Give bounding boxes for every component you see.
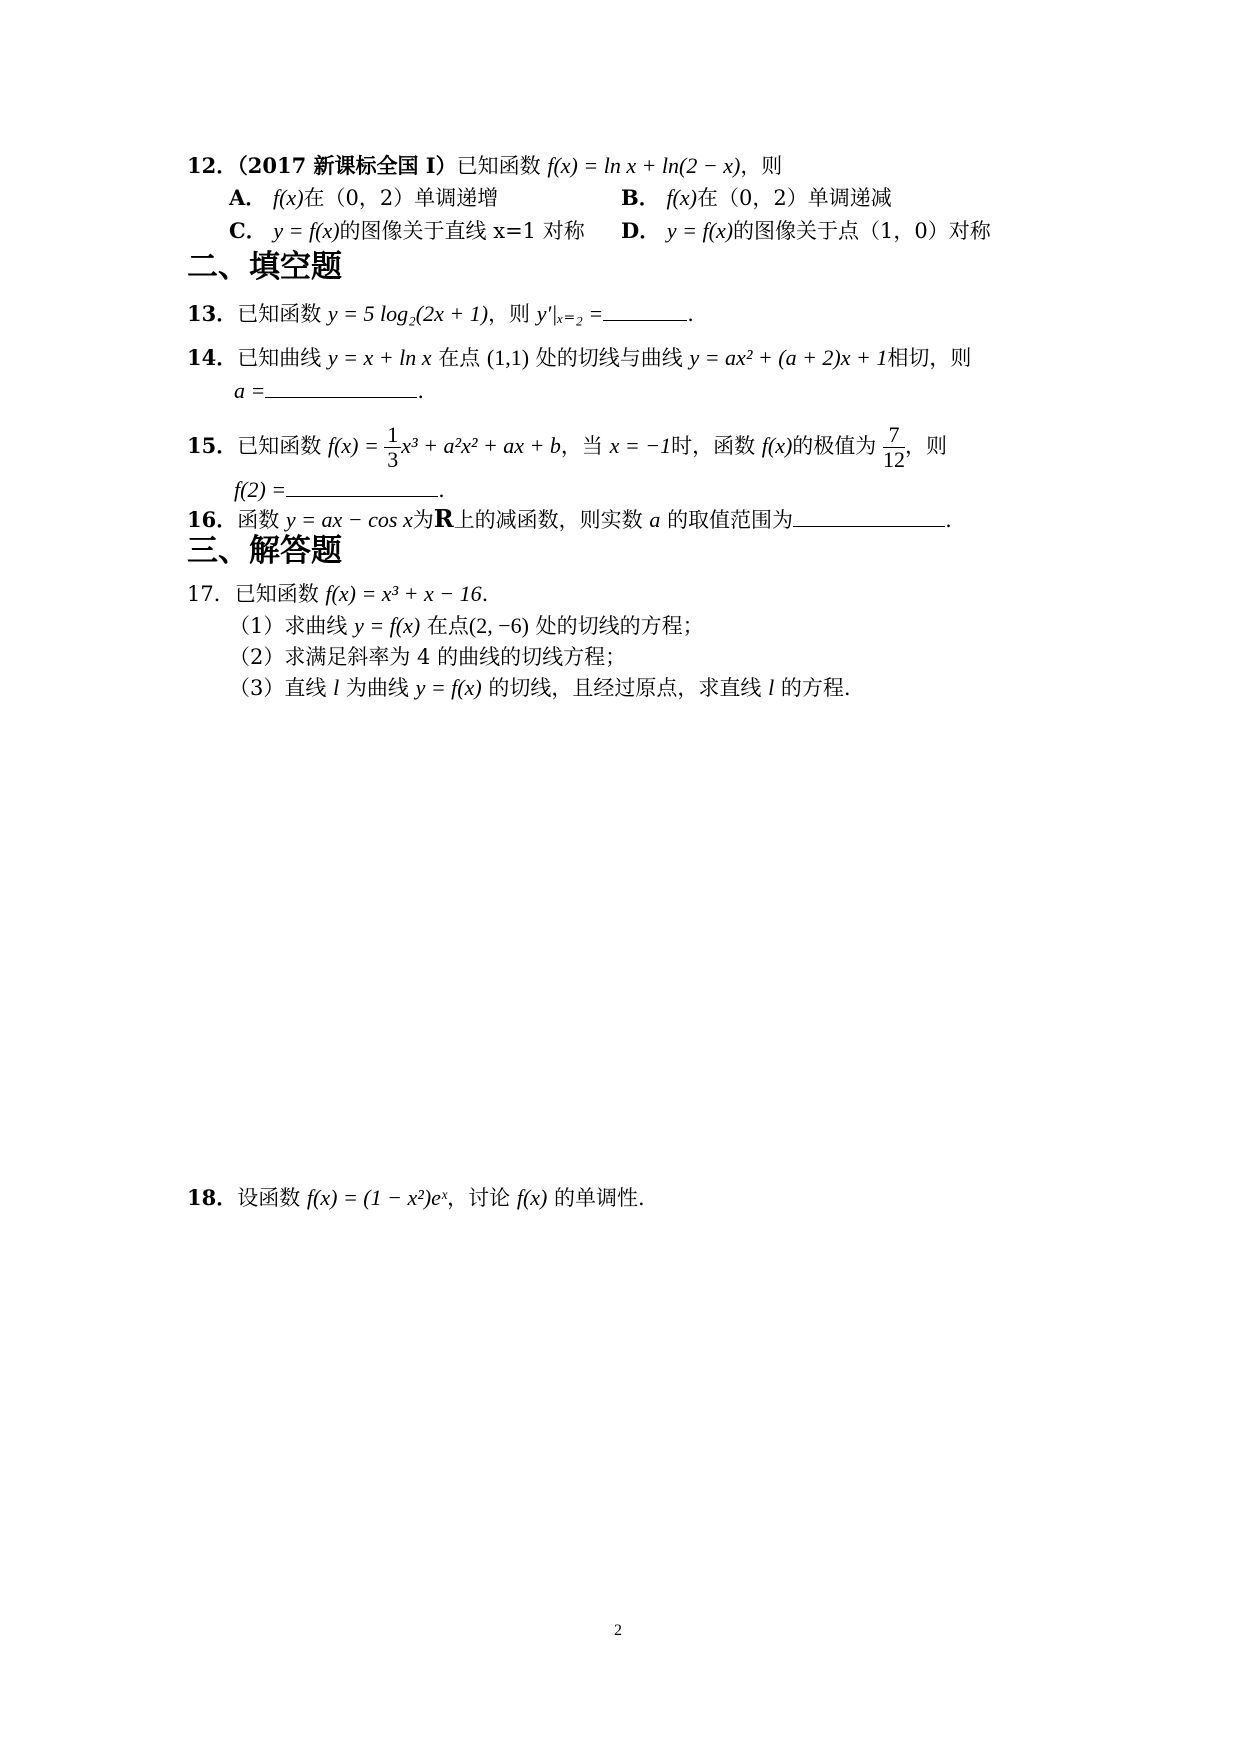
q12-option-d	[621, 217, 991, 245]
q16-variable: a	[649, 507, 661, 532]
option-b-expr: f(x)	[666, 185, 697, 210]
q15-fraction-one-third	[384, 423, 401, 472]
q16-text-3: 上的减函数，则实数	[453, 508, 643, 532]
question-13	[187, 298, 694, 328]
q13-text-2: ，则	[488, 302, 531, 326]
q15-expression: x³ + a²x² + ax + b	[401, 433, 561, 458]
section-fill-in-heading: 二、填空题	[187, 249, 342, 285]
q14-answer-var: a =	[234, 378, 266, 403]
q14-number: 14．	[187, 345, 238, 370]
q17-p1-text-2: 在点	[426, 614, 469, 638]
q14-text: 已知曲线	[237, 346, 322, 370]
q14-curve-1: y = x + ln x	[327, 345, 432, 370]
q14-end: .	[417, 379, 425, 403]
q17-p3-text: （3）直线	[229, 676, 327, 700]
q16-text-4: 的取值范围为	[667, 508, 794, 532]
q12-source: （2017 新课标全国 I）	[237, 153, 457, 178]
q13-expression: y = 5 log₂(2x + 1)	[327, 301, 489, 326]
question-14	[187, 344, 971, 372]
q16-answer-blank[interactable]	[793, 504, 945, 527]
q17-p1-text: （1）求曲线	[229, 614, 348, 638]
q15-text-3: 时，函数	[671, 434, 756, 458]
question-17	[187, 580, 488, 608]
option-a-label: A．	[229, 185, 267, 210]
q17-p3-line-l: l	[333, 675, 340, 700]
q12-option-a	[229, 184, 498, 212]
q13-derivative: y′|ₓ₌₂ =	[536, 301, 604, 326]
q15-frac-den: 3	[387, 447, 399, 472]
q15-text-2: ，当	[560, 434, 603, 458]
q13-number: 13．	[187, 301, 238, 326]
q14-answer-blank[interactable]	[265, 375, 417, 398]
q12-number: 12．	[187, 153, 238, 178]
q15-text: 已知函数	[237, 434, 322, 458]
option-b-text: 在（0，2）单调递减	[696, 186, 892, 210]
q15-text-4: 的极值为	[792, 434, 877, 458]
q17-part-3	[229, 674, 851, 702]
q15-end: .	[438, 478, 445, 502]
q15-number: 15．	[187, 433, 238, 458]
q14-answer-line	[234, 375, 424, 405]
section-answer-heading: 三、解答题	[187, 533, 342, 569]
option-a-text: 在（0，2）单调递增	[303, 186, 499, 210]
q14-text-3: 处的切线与曲线	[535, 346, 683, 370]
q12-stem: 已知函数	[456, 154, 541, 178]
question-16	[187, 504, 952, 534]
q18-text-2: ，讨论	[447, 1186, 511, 1210]
q13-answer-blank[interactable]	[603, 298, 687, 321]
q15-fx: f(x)	[761, 433, 793, 458]
q18-text: 设函数	[237, 1186, 301, 1210]
q15-function-name: f(x) =	[327, 433, 385, 458]
q18-expression: f(x) = (1 − x²)eˣ	[306, 1185, 448, 1210]
q16-end: .	[945, 508, 952, 532]
option-a-expr: f(x)	[272, 185, 304, 210]
page-number: 2	[614, 1622, 622, 1639]
q17-part-2: （2）求满足斜率为 4 的曲线的切线方程；	[229, 645, 627, 669]
q12-expression: f(x) = ln x + ln(2 − x)	[547, 153, 741, 178]
option-d-label: D．	[621, 218, 661, 243]
option-b-label: B．	[621, 185, 660, 210]
q14-curve-2: y = ax² + (a + 2)x + 1	[689, 345, 888, 370]
q15-condition: x = −1	[609, 433, 672, 458]
q15-answer-line	[234, 474, 445, 504]
q12-option-c	[229, 217, 585, 245]
q17-expression: f(x) = x³ + x − 16	[325, 581, 482, 606]
q17-p1-expr: y = f(x)	[354, 613, 421, 638]
option-c-expr: y = f(x)	[273, 218, 340, 243]
q16-number: 16．	[187, 507, 238, 532]
q18-text-3: 的单调性.	[554, 1186, 645, 1210]
q17-p3-expr: y = f(x)	[415, 675, 482, 700]
q17-number: 17．	[187, 582, 235, 606]
option-c-label: C．	[229, 218, 267, 243]
q17-p3-line-l-2: l	[768, 675, 775, 700]
question-18	[187, 1184, 645, 1212]
q17-p3-text-2: 为曲线	[345, 676, 409, 700]
q15-value-num: 7	[883, 423, 905, 448]
q17-p3-text-3: 的切线，且经过原点，求直线	[488, 676, 762, 700]
q18-fx: f(x)	[516, 1185, 548, 1210]
q16-real-set: R	[433, 504, 454, 533]
q15-extreme-value-fraction	[883, 423, 905, 472]
q17-part-1	[229, 612, 704, 640]
option-c-text: 的图像关于直线 x=1 对称	[339, 219, 585, 243]
q17-p1-text-3: 处的切线的方程；	[535, 614, 704, 638]
q15-answer-blank[interactable]	[286, 474, 438, 497]
q15-frac-num: 1	[384, 423, 401, 448]
q17-text: 已知函数	[234, 582, 319, 606]
q18-number: 18．	[187, 1185, 238, 1210]
q13-text: 已知函数	[237, 302, 322, 326]
q15-value-den: 12	[882, 447, 905, 472]
q17-p3-text-4: 的方程.	[780, 676, 851, 700]
question-15	[187, 418, 947, 474]
q16-expression: y = ax − cos x	[285, 507, 413, 532]
q15-text-5: ，则	[904, 434, 947, 458]
q13-end: .	[687, 302, 694, 326]
q12-option-b	[621, 184, 892, 212]
q16-text: 函数	[237, 508, 280, 532]
q14-text-4: 相切，则	[887, 346, 972, 370]
question-12	[187, 152, 782, 180]
q17-end: .	[481, 582, 489, 606]
option-d-expr: y = f(x)	[666, 218, 734, 243]
q12-stem-end: ，则	[740, 154, 783, 178]
q16-text-2: 为	[412, 508, 434, 532]
option-d-text: 的图像关于点（1，0）对称	[733, 219, 991, 243]
q14-point: (1,1)	[486, 345, 530, 370]
q14-text-2: 在点	[438, 346, 481, 370]
q17-p1-point: (2, −6)	[468, 613, 529, 638]
q15-answer-var: f(2) =	[234, 477, 287, 502]
